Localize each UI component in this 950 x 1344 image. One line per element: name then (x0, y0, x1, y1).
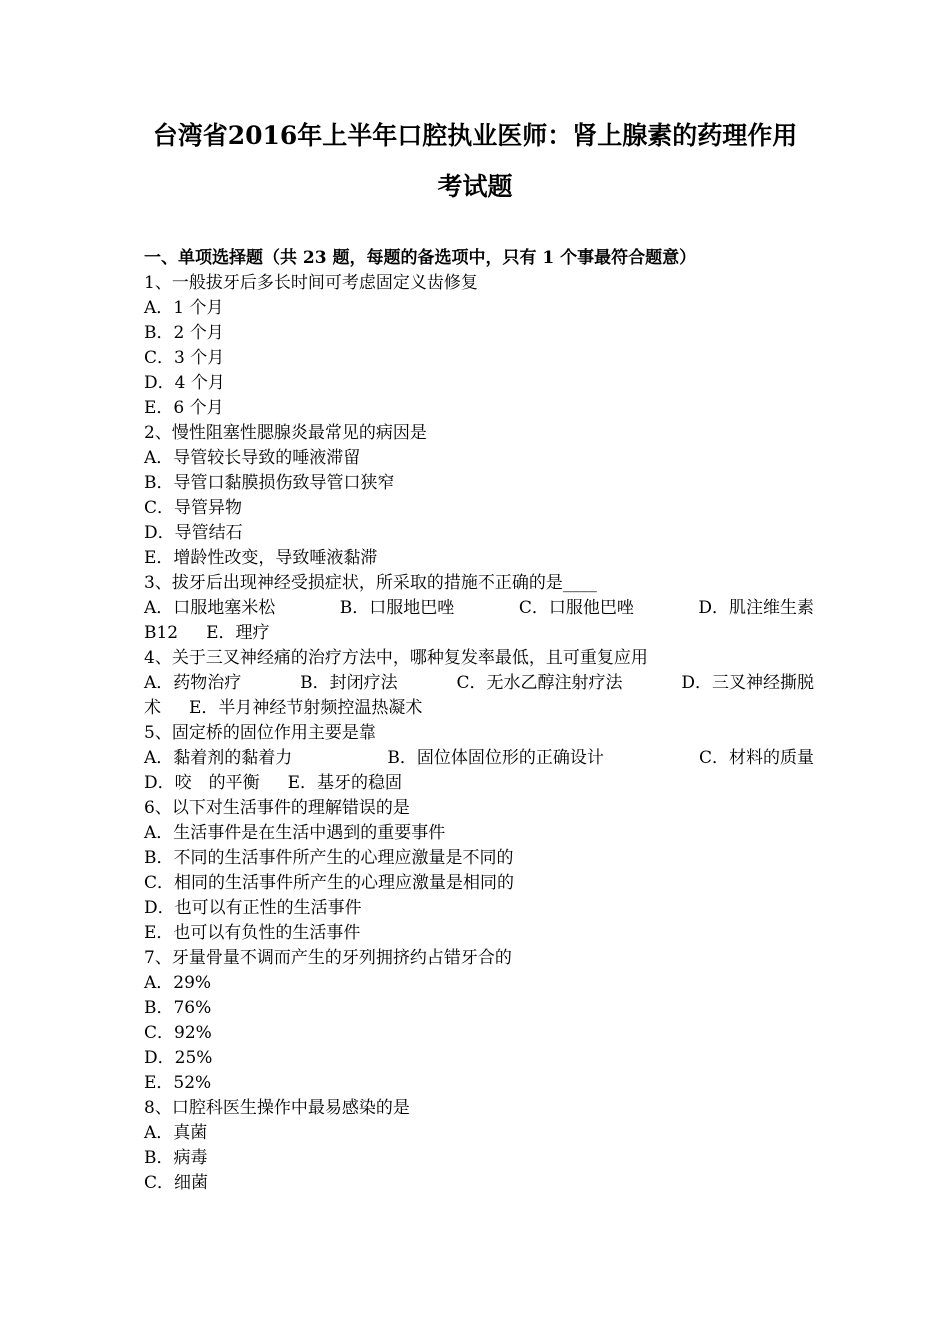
page-title-continued: 考试题 (437, 172, 513, 201)
question-stem: 6、以下对生活事件的理解错误的是 (144, 798, 410, 818)
option: D．三叉神经撕脱 (681, 673, 814, 693)
option: B．不同的生活事件所产生的心理应激量是不同的 (144, 848, 514, 868)
question-stem: 7、牙量骨量不调而产生的牙列拥挤约占错牙合的 (144, 948, 512, 968)
option: E．52% (144, 1073, 212, 1093)
question-5 (144, 721, 814, 796)
option: B．病毒 (144, 1148, 208, 1168)
section-heading: 一、单项选择题（共 23 题，每题的备选项中，只有 1 个事最符合题意） (144, 248, 697, 268)
question-4 (144, 646, 814, 721)
option: C．相同的生活事件所产生的心理应激量是相同的 (144, 873, 515, 893)
option: C．细菌 (144, 1173, 209, 1193)
option: E．理疗 (206, 623, 270, 643)
option: E．半月神经节射频控温热凝术 (189, 698, 423, 718)
question-2 (144, 421, 814, 571)
page-title: 台湾省2016年上半年口腔执业医师：肾上腺素的药理作用 (152, 121, 798, 150)
question-stem: 5、固定桥的固位作用主要是靠 (144, 723, 376, 743)
question-stem: 3、拔牙后出现神经受损症状，所采取的措施不正确的是____ (144, 573, 597, 593)
option: C．无水乙醇注射疗法 (456, 673, 623, 693)
question-stem: 1、一般拔牙后多长时间可考虑固定义齿修复 (144, 273, 478, 293)
option-text: 术 (144, 698, 161, 718)
option: B．导管口黏膜损伤致导管口狭窄 (144, 473, 395, 493)
option: B．76% (144, 998, 212, 1018)
option-row (144, 671, 814, 696)
option: B．2 个月 (144, 323, 224, 343)
option: A．真菌 (144, 1123, 208, 1143)
option: E．也可以有负性的生活事件 (144, 923, 361, 943)
option: D．咬 的平衡 (144, 773, 260, 793)
option: B．口服地巴唑 (339, 598, 455, 618)
question-6 (144, 796, 814, 946)
option: B．封闭疗法 (300, 673, 398, 693)
question-3 (144, 571, 814, 646)
question-8 (144, 1096, 814, 1196)
option-row (144, 596, 814, 621)
option: D．也可以有正性的生活事件 (144, 898, 362, 918)
option: C．口服他巴唑 (518, 598, 634, 618)
option: C．3 个月 (144, 348, 225, 368)
option: A．黏着剂的黏着力 (144, 748, 293, 768)
option: A．1 个月 (144, 298, 224, 318)
option: D．导管结石 (144, 523, 243, 543)
option: E．6 个月 (144, 398, 224, 418)
option: B．固位体固位形的正确设计 (387, 748, 604, 768)
option-row-continued (144, 621, 814, 646)
question-1 (144, 271, 814, 421)
question-stem: 4、关于三叉神经痛的治疗方法中，哪种复发率最低，且可重复应用 (144, 648, 648, 668)
exam-content (144, 246, 814, 1196)
option: E．增龄性改变，导致唾液黏滞 (144, 548, 378, 568)
option: D．25% (144, 1048, 213, 1068)
option: C．材料的质量 (698, 748, 814, 768)
option: A．29% (144, 973, 212, 993)
option: A．药物治疗 (144, 673, 242, 693)
option: D．肌注维生素 (698, 598, 814, 618)
option-row-continued (144, 771, 814, 796)
option-text: B12 (144, 623, 179, 643)
option: A．口服地塞米松 (144, 598, 276, 618)
option: E．基牙的稳固 (287, 773, 403, 793)
option-row (144, 746, 814, 771)
option: D．4 个月 (144, 373, 225, 393)
option-row-continued (144, 696, 814, 721)
option: A．导管较长导致的唾液滞留 (144, 448, 361, 468)
option: C．92% (144, 1023, 212, 1043)
question-stem: 2、慢性阻塞性腮腺炎最常见的病因是 (144, 423, 427, 443)
option: C．导管异物 (144, 498, 243, 518)
question-7 (144, 946, 814, 1096)
option: A．生活事件是在生活中遇到的重要事件 (144, 823, 446, 843)
question-stem: 8、口腔科医生操作中最易感染的是 (144, 1098, 410, 1118)
